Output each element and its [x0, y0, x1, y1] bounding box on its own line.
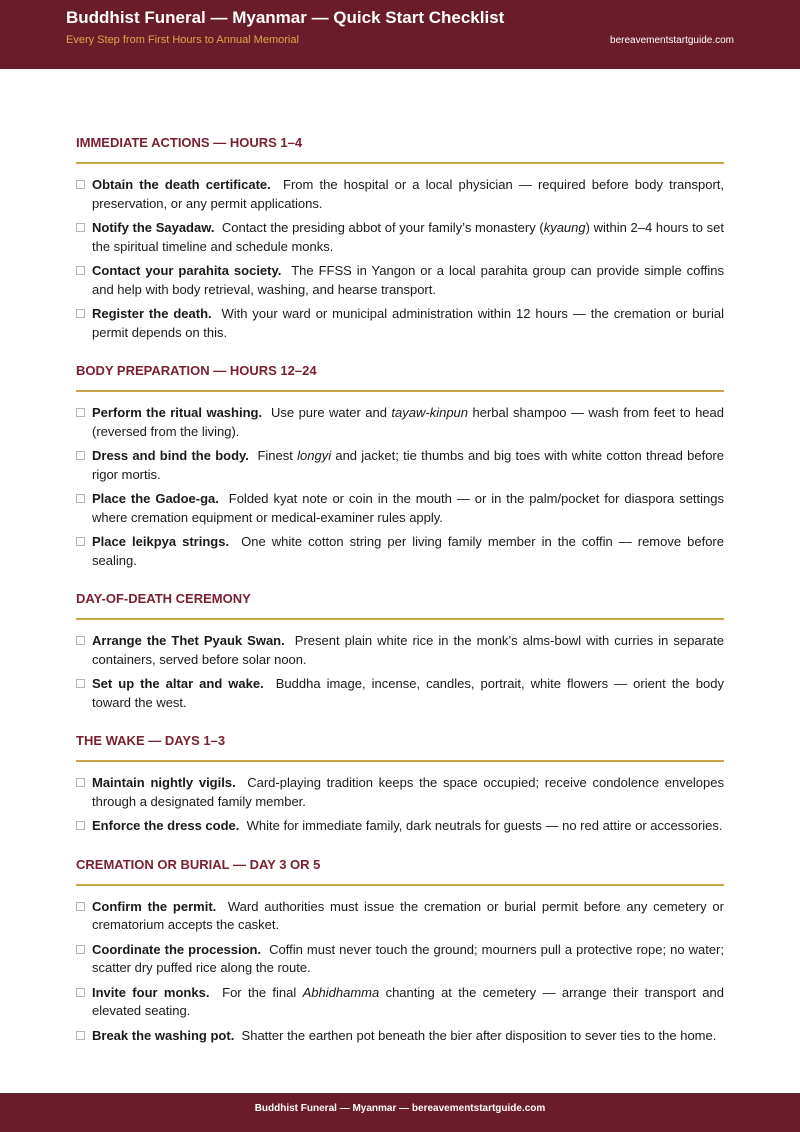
section-heading: IMMEDIATE ACTIONS — HOURS 1–4 [76, 135, 303, 150]
item-description: Coffin must never touch the ground; mourners pull a protective rope; no water; scatter dry puffed rice along the route. [92, 941, 724, 975]
section-divider [76, 760, 724, 762]
section-divider [76, 618, 724, 620]
section-divider [76, 884, 724, 886]
checklist-item [76, 404, 724, 441]
checklist-item [76, 533, 724, 570]
item-title: Place leikpya strings. [92, 534, 230, 549]
checkbox[interactable] [76, 1031, 85, 1040]
checklist-item [76, 675, 724, 712]
checklist-section [76, 362, 724, 570]
checkbox[interactable] [76, 180, 85, 189]
checklist-section [76, 856, 724, 1046]
item-description: Contact the presiding abbot of your family’s monastery ( [221, 220, 544, 235]
item-description: White for immediate family, dark neutrals for guests — no red attire or accessories. [246, 818, 723, 833]
item-description: Finest [257, 448, 298, 463]
item-description: The FFSS in Yangon or a local parahita group can provide simple coffins and help with body retrieval, washing, and hearse transport. [92, 263, 724, 297]
checklist-section [76, 590, 724, 712]
item-description: Card-playing tradition keeps the space occupied; receive condolence envelopes through a designated family member. [92, 775, 724, 809]
checklist-item [76, 490, 724, 527]
checkbox[interactable] [76, 945, 85, 954]
checkbox[interactable] [76, 778, 85, 787]
item-description: One white cotton string per living family member in the coffin — remove before sealing. [92, 534, 724, 568]
checkbox[interactable] [76, 266, 85, 275]
item-description: Present plain white rice in the monk’s alms-bowl with curries in separate containers, served before solar noon. [92, 633, 725, 667]
item-title: Invite four monks. [92, 984, 210, 1000]
checklist-item [76, 984, 724, 1021]
item-title: Confirm the permit. [92, 898, 217, 914]
item-title: Maintain nightly vigils. [92, 775, 236, 790]
item-term: Abhidhamma [302, 984, 380, 1000]
checklist-item [76, 262, 724, 299]
section-heading: BODY PREPARATION — HOURS 12–24 [76, 363, 317, 378]
item-description: Ward authorities must issue the cremation or burial permit before any cemetery or crematorium accepts the casket. [92, 898, 724, 932]
checkbox[interactable] [76, 309, 85, 318]
checkbox[interactable] [76, 408, 85, 417]
item-description: Buddha image, incense, candles, portrait, white flowers — orient the body toward the west. [92, 676, 724, 710]
item-title: Set up the altar and wake. [92, 676, 264, 691]
checklist-item [76, 632, 724, 669]
checklist-item [76, 817, 724, 836]
item-description-continued: herbal shampoo — wash from feet to head (reversed from the living). [92, 405, 724, 439]
item-title: Dress and bind the body. [92, 448, 249, 463]
item-description: From the hospital or a local physician — required before body transport, preservation, or any permit applications. [92, 177, 724, 211]
page-title: Buddhist Funeral — Myanmar — Quick Start Checklist [66, 8, 505, 27]
checkbox[interactable] [76, 451, 85, 460]
item-description: Shatter the earthen pot beneath the bier after disposition to sever ties to the home. [241, 1027, 717, 1043]
section-heading: THE WAKE — DAYS 1–3 [76, 733, 226, 748]
checklist-item [76, 219, 724, 256]
checklist-item [76, 898, 724, 935]
item-title: Register the death. [92, 306, 212, 321]
item-title: Enforce the dress code. [92, 818, 240, 833]
page-footer [0, 1093, 800, 1132]
item-title: Place the Gadoe-ga. [92, 491, 219, 506]
item-title: Notify the Sayadaw. [92, 220, 215, 235]
item-description: Use pure water and [271, 405, 392, 420]
checkbox[interactable] [76, 223, 85, 232]
section-heading: DAY-OF-DEATH CEREMONY [76, 591, 251, 606]
checklist-item [76, 941, 724, 978]
checkbox[interactable] [76, 537, 85, 546]
item-title: Perform the ritual washing. [92, 405, 263, 420]
checklist-item [76, 1027, 724, 1046]
checkbox[interactable] [76, 494, 85, 503]
checklist-section [76, 732, 724, 836]
checkbox[interactable] [76, 636, 85, 645]
item-title: Coordinate the procession. [92, 941, 262, 957]
item-term: tayaw-kinpun [391, 405, 469, 420]
checklist-item [76, 176, 724, 213]
page-subtitle: Every Step from First Hours to Annual Memorial [66, 34, 299, 46]
page-header [0, 0, 800, 69]
checklist-item [76, 305, 724, 342]
item-description-continued: chanting at the cemetery — arrange their transport and elevated seating. [92, 984, 724, 1018]
item-description-continued: ) within 2–4 hours to set the spiritual timeline and schedule monks. [92, 220, 724, 254]
checkbox[interactable] [76, 988, 85, 997]
item-title: Obtain the death certificate. [92, 177, 271, 192]
checklist-section [76, 134, 724, 342]
item-title: Contact your parahita society. [92, 263, 282, 278]
item-term: kyaung [543, 220, 586, 235]
item-description: With your ward or municipal administration within 12 hours — the cremation or burial permit depends on this. [92, 306, 724, 340]
item-description: Folded kyat note or coin in the mouth — or in the palm/pocket for diaspora settings where cremation equipment or medical-examiner rules apply. [92, 491, 724, 525]
item-title: Arrange the Thet Pyauk Swan. [92, 633, 285, 648]
item-description-continued: and jacket; tie thumbs and big toes with white cotton thread before rigor mortis. [92, 448, 724, 482]
checkbox[interactable] [76, 821, 85, 830]
checklist-item [76, 447, 724, 484]
site-url[interactable]: bereavementstartguide.com [610, 35, 734, 46]
checkbox[interactable] [76, 902, 85, 911]
checklist-item [76, 774, 724, 811]
item-title: Break the washing pot. [92, 1027, 235, 1043]
checkbox[interactable] [76, 679, 85, 688]
checklist-content [76, 134, 724, 1065]
item-description: For the final [222, 984, 303, 1000]
section-divider [76, 390, 724, 392]
section-divider [76, 162, 724, 164]
item-term: longyi [297, 448, 332, 463]
footer-text: Buddhist Funeral — Myanmar — bereavementstartguide.com [254, 1103, 546, 1114]
section-heading: CREMATION OR BURIAL — DAY 3 OR 5 [76, 856, 321, 872]
